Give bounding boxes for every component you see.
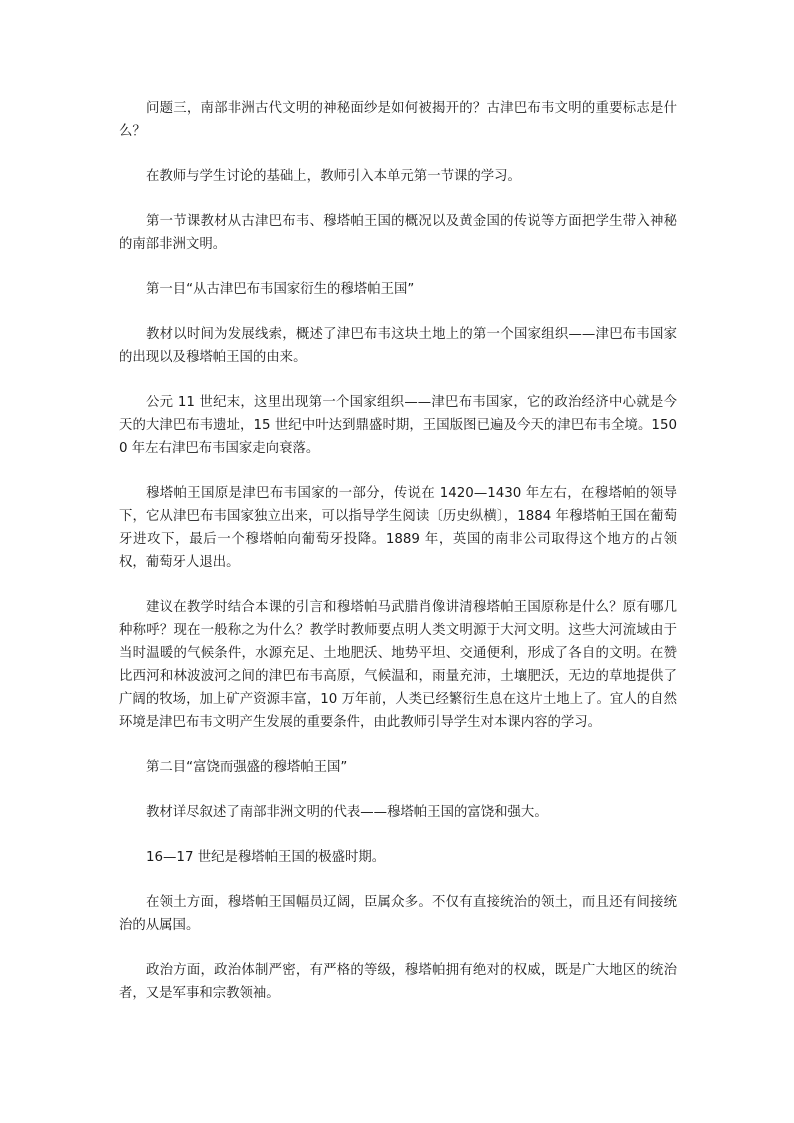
section-heading-one: 第一目“从古津巴布韦国家衍生的穆塔帕王国” bbox=[146, 282, 415, 297]
paragraph-intro-lesson: 在教师与学生讨论的基础上，教师引入本单元第一节课的学习。 bbox=[146, 169, 521, 184]
paragraph-mutapa-prosperity: 教材详尽叙述了南部非洲文明的代表——穆塔帕王国的富饶和强大。 bbox=[146, 805, 548, 820]
paragraph-politics: 政治方面，政治体制严密，有严格的等级，穆塔帕拥有绝对的权威，既是广大地区的统治者，又是军事和宗教领袖。 bbox=[119, 963, 677, 1001]
paragraph-lesson-overview: 第一节课教材从古津巴布韦、穆塔帕王国的概况以及黄金国的传说等方面把学生带入神秘的南部非洲文明。 bbox=[119, 214, 677, 252]
paragraph-question-three: 问题三，南部非洲古代文明的神秘面纱是如何被揭开的？古津巴布韦文明的重要标志是什么？ bbox=[119, 101, 677, 139]
paragraph-timeline-overview: 教材以时间为发展线索，概述了津巴布韦这块土地上的第一个国家组织——津巴布韦国家的出现以及穆塔帕王国的由来。 bbox=[119, 327, 677, 365]
paragraph-zimbabwe-state: 公元 11 世纪末，这里出现第一个国家组织——津巴布韦国家，它的政治经济中心就是今天的大津巴布韦遗址，15 世纪中叶达到鼎盛时期，王国版图已遍及今天的津巴布韦全境。1500 年左右津巴布韦国家走向衰落。 bbox=[119, 395, 677, 456]
paragraph-territory: 在领土方面，穆塔帕王国幅员辽阔，臣属众多。不仅有直接统治的领土，而且还有间接统治的从属国。 bbox=[119, 895, 677, 933]
section-heading-two: 第二目“富饶而强盛的穆塔帕王国” bbox=[146, 760, 348, 775]
paragraph-teaching-advice: 建议在教学时结合本课的引言和穆塔帕马武腊肖像讲清穆塔帕王国原称是什么？原有哪几种称呼？现在一般称之为什么？教学时教师要点明人类文明源于大河文明。这些大河流域由于当时温暖的气候条件，水源充足、土地肥沃、地势平坦、交通便利，形成了各自的文明。在赞比西河和林波波河之间的津巴布韦高原，气候温和，雨量充沛，土壤肥沃，无边的草地提供了广阔的牧场，加上矿产资源丰富，10 万年前，人类已经繁衍生息在这片土地上了。宜人的自然环境是津巴布韦文明产生发展的重要条件，由此教师引导学生对本课内容的学习。 bbox=[119, 600, 677, 730]
paragraph-mutapa-origin: 穆塔帕王国原是津巴布韦国家的一部分，传说在 1420—1430 年左右，在穆塔帕的领导下，它从津巴布韦国家独立出来，可以指导学生阅读〔历史纵横〕，1884 年穆塔帕王国在葡萄牙进攻下，最后一个穆塔帕向葡萄牙投降。1889 年，英国的南非公司取得这个地方的占领权，葡萄牙人退出。 bbox=[119, 486, 677, 570]
paragraph-peak-period: 16—17 世纪是穆塔帕王国的极盛时期。 bbox=[146, 850, 386, 865]
document-page bbox=[119, 97, 677, 1027]
